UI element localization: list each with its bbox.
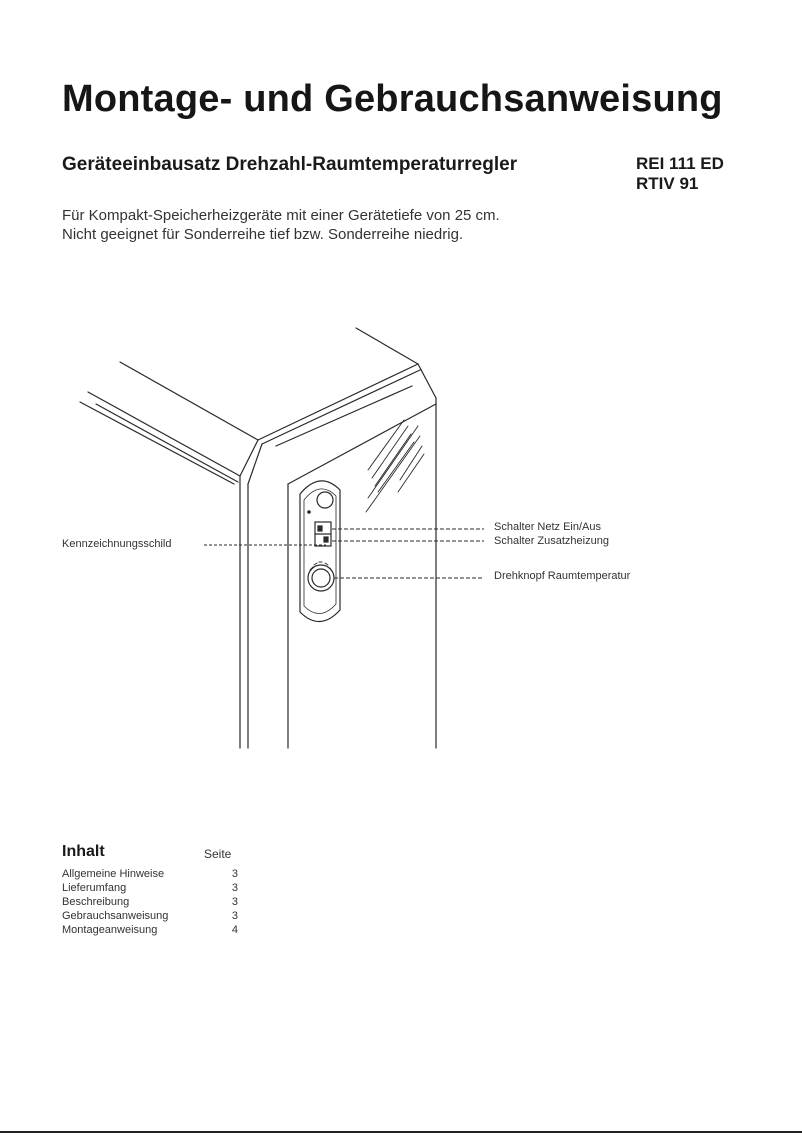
contents-item (62, 910, 238, 924)
model-number: RTIV 91 (636, 174, 699, 193)
heater-diagram (0, 300, 802, 760)
contents-heading: Inhalt (62, 843, 105, 860)
contents-item (62, 868, 238, 882)
callout-temp-knob: Drehknopf Raumtemperatur (494, 570, 631, 582)
intro-line: Nicht geeignet für Sonderreihe tief bzw. Sonderreihe niedrig. (62, 226, 464, 243)
contents-item-label: Montageanweisung (62, 924, 158, 936)
contents-item-page: 3 (231, 910, 238, 922)
contents-item-label: Beschreibung (62, 896, 130, 908)
contents-item-page: 3 (231, 868, 238, 880)
contents-item-label: Lieferumfang (62, 882, 127, 894)
page-title: Montage- und Gebrauchsanweisung (62, 78, 723, 120)
callout-aux-switch: Schalter Zusatzheizung (494, 535, 609, 547)
contents-item (62, 882, 238, 896)
contents-item (62, 896, 238, 910)
contents-item-page: 3 (231, 896, 238, 908)
intro-line: Für Kompakt-Speicherheizgeräte mit einer Gerätetiefe von 25 cm. (62, 207, 500, 224)
callout-power-switch: Schalter Netz Ein/Aus (494, 521, 601, 533)
contents-page-heading: Seite (204, 847, 232, 861)
contents-item-label: Allgemeine Hinweise (62, 868, 165, 880)
bottom-rule (0, 1131, 802, 1133)
callout-nameplate: Kennzeichnungsschild (62, 538, 172, 550)
contents-item-page: 4 (231, 924, 238, 936)
contents-item-label: Gebrauchsanweisung (62, 910, 169, 922)
leader-lines (204, 529, 484, 578)
contents-item-page: 3 (231, 882, 238, 894)
contents-item (62, 924, 238, 938)
subtitle: Geräteeinbausatz Drehzahl-Raumtemperaturregler (62, 154, 518, 175)
model-number: REI 111 ED (636, 154, 724, 173)
